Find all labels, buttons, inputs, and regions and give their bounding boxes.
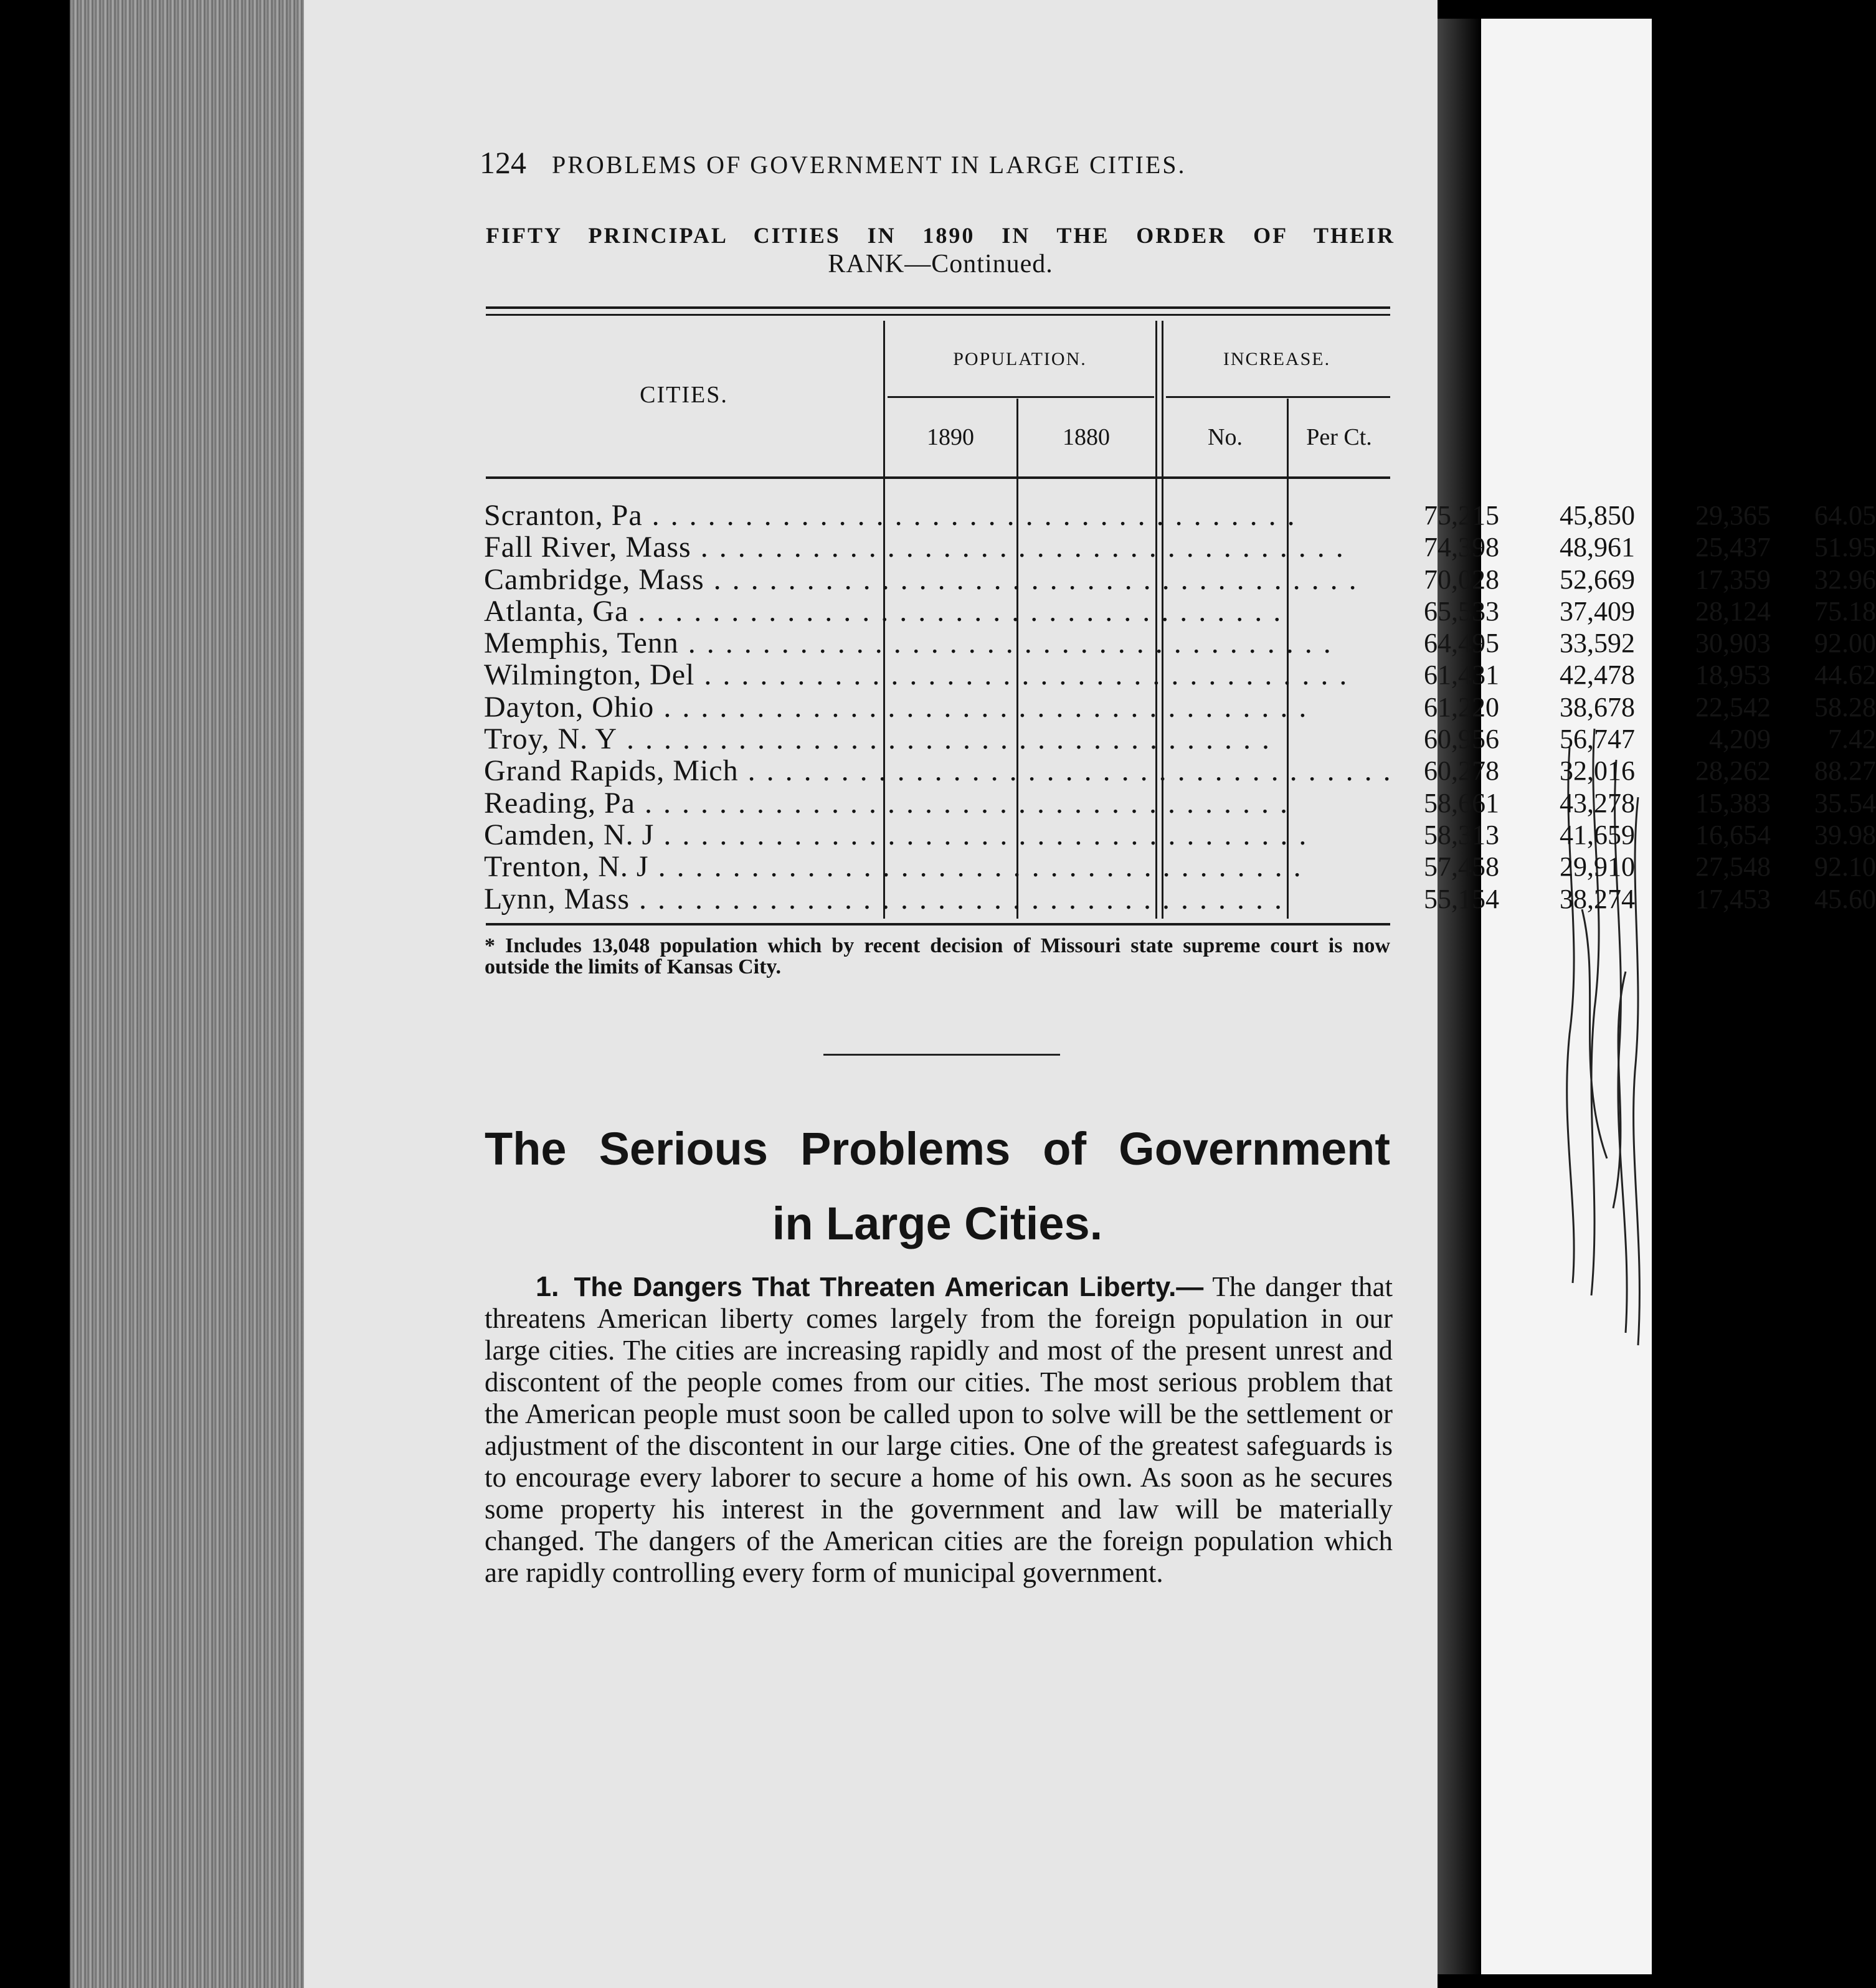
increase-percent: 58.28 [1814,691,1876,722]
population-1890: 55,154 [1424,883,1499,914]
table-row [484,562,1876,596]
city-name: Troy, N. Y . . . [484,723,876,755]
increase-percent: 44.62 [1814,660,1876,691]
population-1890: 58,661 [1424,787,1499,818]
paragraph-number: 1. [536,1271,559,1302]
section-heading-line1: The Serious Problems of Government [485,1123,1390,1175]
city-name: Camden, N. J . . . [484,819,876,851]
population-1890: 75,215 [1424,500,1499,531]
increase-percent: 92.10 [1814,851,1876,883]
increase-percent: 32.96 [1814,564,1876,595]
table-row [484,627,1876,660]
population-1890: 60,278 [1424,755,1499,787]
city-name: Atlanta, Ga . . . [484,595,876,627]
table-row [484,690,1876,724]
header-sub-rule [888,396,1154,398]
header-1890: 1890 [927,424,974,450]
section-paragraph [485,1271,1393,1589]
table-top-rule [486,306,1390,316]
header-sub-rule [1166,396,1390,398]
increase-number: 27,548 [1695,851,1771,883]
increase-number: 22,542 [1695,691,1771,722]
header-population: POPULATION. [953,349,1087,369]
page-number: 124 [480,145,526,180]
city-name: Lynn, Mass . . . [484,883,876,915]
increase-number: 28,262 [1695,755,1771,787]
increase-number: 28,124 [1695,595,1771,627]
increase-number: 4,209 [1709,724,1771,755]
increase-percent: 39.98 [1814,819,1876,850]
population-1880: 45,850 [1560,500,1635,531]
section-heading [485,1112,1390,1261]
increase-number: 17,453 [1695,883,1771,914]
population-1880: 38,678 [1560,691,1635,722]
header-bottom-rule [486,476,1390,479]
table-footnote: * Includes 13,048 population which by recent decision of Missouri state supreme court is now outside the limits of Kansas City. [485,934,1390,978]
book-gutter [1438,19,1481,1974]
table-row [484,818,1876,851]
increase-number: 29,365 [1695,500,1771,531]
population-1880: 48,961 [1560,532,1635,563]
population-1880: 41,659 [1560,819,1635,850]
population-1880: 29,910 [1560,851,1635,883]
table-row [484,594,1876,628]
city-name: Reading, Pa . . . [484,787,876,819]
section-separator [823,1054,1060,1056]
population-1890: 65,533 [1424,595,1499,627]
paragraph-body: The danger that threatens American liberty comes largely from the foreign population in our large cities. The cities are increasing rapidly and most of the present unrest and discontent of the people comes from our cities. The most serious problem that the American people must soon be called upon to solve will be the settlement or adjustment of the discontent in our large cities. One of the greatest safeguards is to encourage every laborer to secure a home of his own. As soon as he secures some property his interest in the government and law will be materially changed. The dangers of the American cities are the foreign population which are rapidly controlling every form of municipal government. [485,1271,1393,1588]
city-name: Fall River, Mass . . . [484,531,876,563]
population-1880: 56,747 [1560,724,1635,755]
table-title-line1: FIFTY PRINCIPAL CITIES IN 1890 IN THE ORDER OF THEIR [486,223,1395,248]
table-title [486,221,1395,278]
increase-percent: 64.05 [1814,500,1876,531]
header-cities: CITIES. [640,382,728,408]
book-page-edges [70,0,304,1988]
population-1890: 57,458 [1424,851,1499,883]
table-row [484,499,1876,532]
population-1880: 43,278 [1560,787,1635,818]
city-name: Wilmington, Del . . . [484,659,876,691]
population-1890: 61,431 [1424,660,1499,691]
header-increase: INCREASE. [1223,349,1331,369]
increase-percent: 75.18 [1814,595,1876,627]
running-head [480,144,1389,181]
table-bottom-rule [486,923,1390,925]
table-row [484,658,1876,692]
header-no: No. [1208,424,1243,450]
table-row [484,786,1876,820]
header-per-ct: Per Ct. [1306,424,1372,450]
increase-percent: 88.27 [1814,755,1876,787]
population-1880: 33,592 [1560,628,1635,659]
city-name: Grand Rapids, Mich . . . [484,755,876,787]
population-1890: 74,398 [1424,532,1499,563]
table-title-line2: RANK—Continued. [828,250,1053,278]
book-page [304,0,1438,1988]
table-row [484,850,1876,884]
city-name: Memphis, Tenn . . . [484,627,876,659]
increase-percent: 45.60 [1814,883,1876,914]
city-name: Cambridge, Mass . . . [484,564,876,595]
increase-number: 30,903 [1695,628,1771,659]
increase-number: 25,437 [1695,532,1771,563]
population-1890: 61,220 [1424,691,1499,722]
population-1880: 42,478 [1560,660,1635,691]
paragraph-lead: The Dangers That Threaten American Liberty.— [574,1272,1204,1302]
increase-percent: 92.00 [1814,628,1876,659]
population-1880: 38,274 [1560,883,1635,914]
table-row [484,754,1876,788]
increase-number: 15,383 [1695,787,1771,818]
section-heading-line2: in Large Cities. [772,1198,1103,1249]
city-name: Trenton, N. J . . . [484,851,876,883]
header-1880: 1880 [1063,424,1110,450]
increase-number: 17,359 [1695,564,1771,595]
population-1890: 60,956 [1424,724,1499,755]
city-name: Dayton, Ohio . . . [484,691,876,723]
city-name: Scranton, Pa . . . [484,499,876,531]
running-head-title: PROBLEMS OF GOVERNMENT IN LARGE CITIES. [552,151,1187,179]
increase-percent: 51.95 [1814,532,1876,563]
population-1880: 37,409 [1560,595,1635,627]
population-1880: 52,669 [1560,564,1635,595]
table-body [484,499,1876,916]
increase-number: 18,953 [1695,660,1771,691]
population-1890: 70,028 [1424,564,1499,595]
table-row [484,531,1876,564]
increase-percent: 35.54 [1814,787,1876,818]
increase-percent: 7.42 [1828,724,1876,755]
table-row [484,722,1876,756]
population-1880: 32,016 [1560,755,1635,787]
table-row [484,882,1876,916]
increase-number: 16,654 [1695,819,1771,850]
population-1890: 64,495 [1424,628,1499,659]
population-1890: 58,313 [1424,819,1499,850]
